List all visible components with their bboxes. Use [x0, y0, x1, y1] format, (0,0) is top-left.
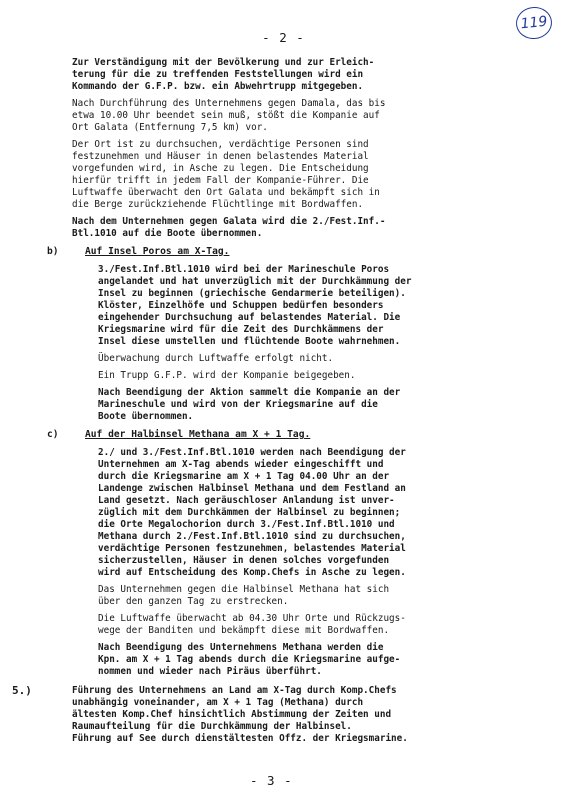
page-number-bottom: - 3 -: [250, 773, 293, 788]
paragraph-intro-1: Zur Verständigung mit der Bevölkerung und zur Erleich- terung für die zu treffenden Feststellungen wird ein Kommando der G.F.P. bzw. ein Abwehrtrupp mitgegeben.: [72, 57, 375, 92]
section-b-paragraph: Nach Beendigung der Aktion sammelt die Kompanie an der Marineschule und wird von der Kriegsmarine auf die Boote übernommen.: [98, 387, 401, 422]
section-5-marker: 5.): [12, 684, 32, 697]
section-c-paragraph: 2./ und 3./Fest.Inf.Btl.1010 werden nach Beendigung der Unternehmen am X-Tag abends wieder eingeschifft und durch die Kriegsmarine am X + 1 Tag 04.00 Uhr an der Landenge zwischen Halbinsel Methana und dem Festland an Land gesetzt. Nach geräuschloser Anlandung ist unver- züglich mit dem Durchkämmen der Halbinsel zu beginnen; die Orte Megalochorion durch 3./Fest.Inf.Btl.1010 und Methana durch 2./Fest.Inf.Btl.1010 sind zu durchsuchen, verdächtige Personen festzunehmen, belastendes Material sicherzustellen, Häuser in denen solches vorgefunden wird auf Entscheidung des Komp.Chefs in Asche zu legen.: [98, 447, 406, 578]
page-number-top: - 2 -: [262, 30, 305, 45]
section-5-text: Führung des Unternehmens an Land am X-Tag durch Komp.Chefs unabhängig voneinander, am X + 1 Tag (Methana) durch ältesten Komp.Chef hinsichtlich Abstimmung der Zeiten und Raumaufteilung für die Durchkämmung der Halbinsel. Führung auf See durch dienstältesten Offz. der Kriegsmarine.: [72, 685, 408, 744]
section-b-paragraph: 3./Fest.Inf.Btl.1010 wird bei der Marineschule Poros angelandet und hat unverzüglich mit der Durchkämmung der Insel zu beginnen (griechische Gendarmerie beteiligen). Klöster, Einzelhöfe und Schuppen bedürfen besonders eingehender Durchsuchung auf belastendes Material. Die Kriegsmarine wird für die Zeit des Durchkämmens der Insel diese umstellen und flüchtende Boote wahrnehmen.: [98, 264, 412, 347]
section-5: [12, 684, 532, 745]
paragraph-intro-3: Der Ort ist zu durchsuchen, verdächtige Personen sind festzunehmen und Häuser in denen belastendes Material vorgefunden wird, in Asche zu legen. Die Entscheidung hierfür trifft in jedem Fall der Kompanie-Führer. Die Luftwaffe überwacht den Ort Galata und bekämpft sich in die Berge zurückziehende Flüchtlinge mit Bordwaffen.: [72, 139, 380, 210]
section-b-heading: [47, 246, 532, 258]
section-c-paragraph: Nach Beendigung des Unternehmens Methana werden die Kpn. am X + 1 Tag abends durch die Kriegsmarine aufge- nommen und wieder nach Piräus überführt.: [98, 642, 401, 677]
section-c-marker: c): [47, 429, 59, 440]
section-b-marker: b): [47, 246, 59, 257]
section-c-paragraph: Die Luftwaffe überwacht ab 04.30 Uhr Orte und Rückzugs- wege der Banditen und bekämpft diese mit Bordwaffen.: [98, 613, 406, 636]
archive-stamp: 119: [514, 5, 553, 41]
section-b-paragraph: Überwachung durch Luftwaffe erfolgt nicht.: [98, 353, 334, 364]
section-c-title: Auf der Halbinsel Methana am X + 1 Tag.: [85, 429, 311, 440]
section-b-paragraph: Ein Trupp G.F.P. wird der Kompanie beigegeben.: [98, 370, 356, 381]
section-c-heading: [47, 429, 532, 441]
section-b-title: Auf Insel Poros am X-Tag.: [85, 246, 230, 257]
paragraph-intro-2: Nach Durchführung des Unternehmens gegen Damala, das bis etwa 10.00 Uhr beendet sein muß, stößt die Kompanie auf Ort Galata (Entfernung 7,5 km) vor.: [72, 98, 386, 133]
section-c-paragraph: Das Unternehmen gegen die Halbinsel Methana hat sich über den ganzen Tag zu erstrecken.: [98, 584, 390, 607]
paragraph-intro-4: Nach dem Unternehmen gegen Galata wird die 2./Fest.Inf.- Btl.1010 auf die Boote übernommen.: [72, 216, 386, 239]
document-body: [12, 57, 532, 745]
